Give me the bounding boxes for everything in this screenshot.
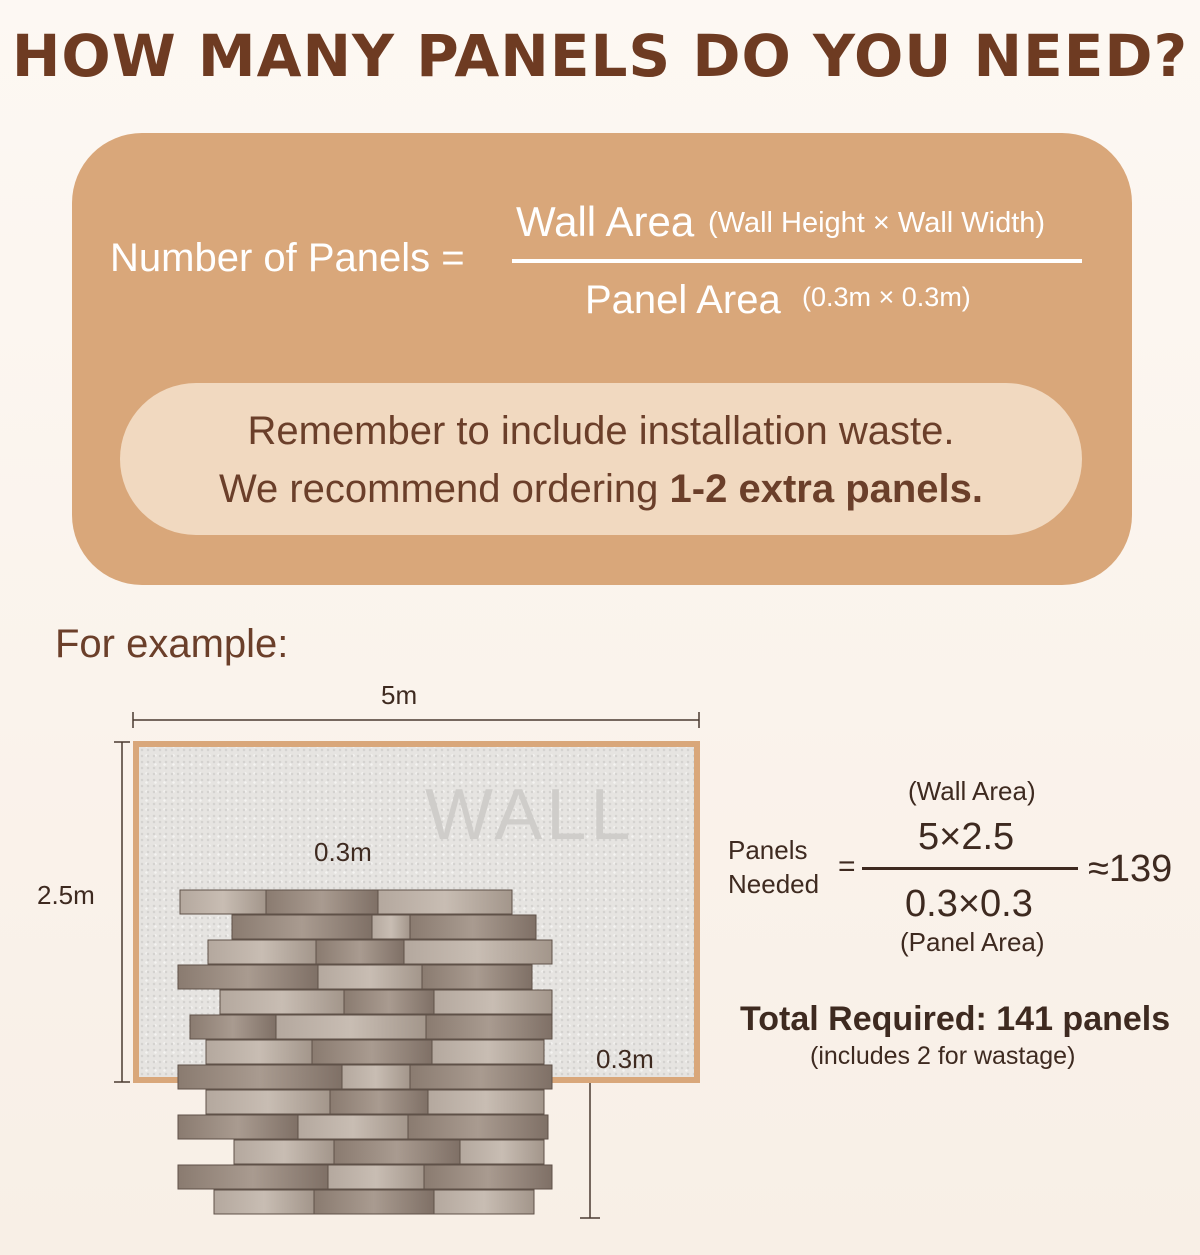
calc-numerator: 5×2.5 [918,816,1015,858]
page-title: HOW MANY PANELS DO YOU NEED? [11,22,1189,90]
calc-equals: = [838,850,856,883]
wall-width-label: 5m [381,680,418,710]
wall-height-label: 2.5m [37,880,95,910]
waste-note-line1: Remember to include installation waste. [247,409,955,453]
formula-numerator-note: (Wall Height × Wall Width) [708,207,1046,239]
calc-numerator-note: (Wall Area) [908,776,1036,806]
waste-note-prefix: We recommend ordering [218,467,670,511]
formula-numerator: Wall Area [516,198,695,245]
example-label: For example: [55,622,289,666]
calc-lhs-line2: Needed [728,869,820,899]
panel-height-label: 0.3m [596,1044,654,1074]
formula-lhs: Number of Panels = [110,236,465,280]
calc-denominator-note: (Panel Area) [900,927,1045,957]
calc-result: ≈139 [1088,848,1173,890]
wood-panel-image [176,888,576,1218]
panel-width-label: 0.3m [314,837,372,867]
total-required: Total Required: 141 panels [740,1000,1171,1038]
waste-note-emphasis: 1-2 extra panels. [669,467,984,511]
wall-watermark: WALL [425,775,635,855]
total-note: (includes 2 for wastage) [810,1042,1076,1070]
formula-denominator-note: (0.3m × 0.3m) [802,282,971,312]
calc-lhs-line1: Panels [728,835,808,865]
calc-denominator: 0.3×0.3 [905,883,1033,925]
formula-denominator: Panel Area [585,278,781,322]
calc-fraction-line [862,867,1078,870]
